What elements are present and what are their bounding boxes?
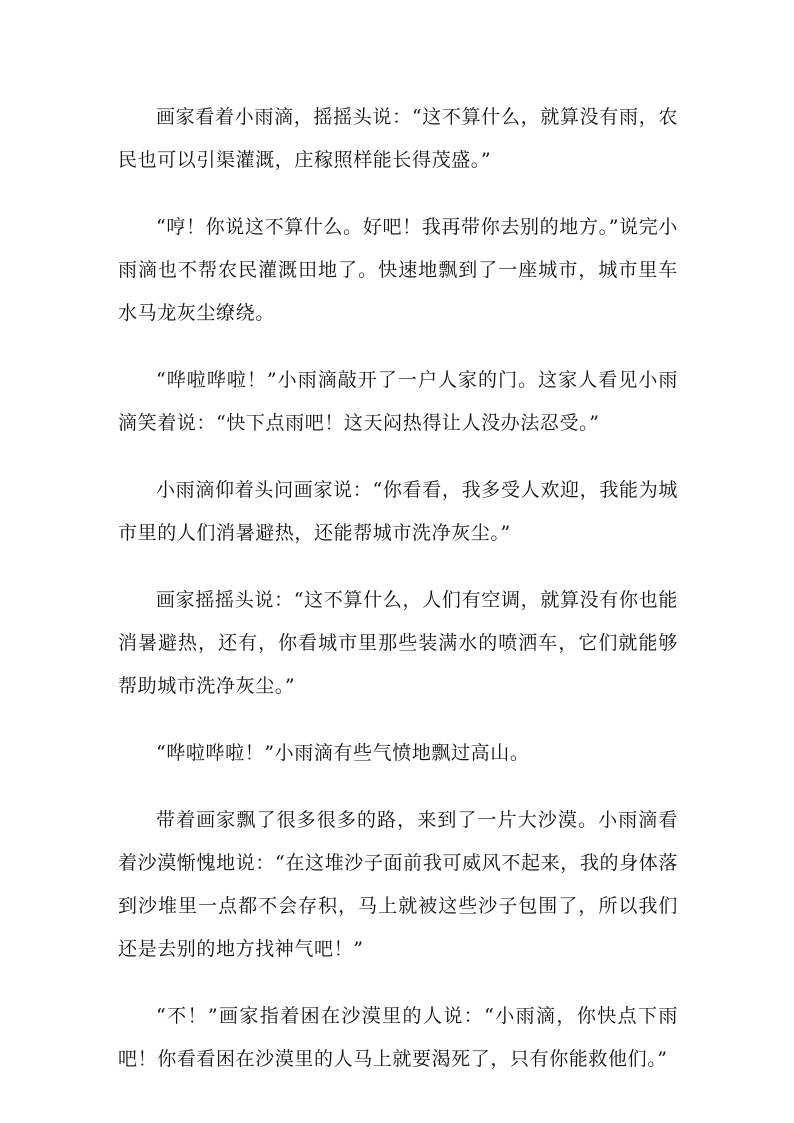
paragraph-5: 画家摇摇头说：“这不算什么，人们有空调，就算没有你也能消暑避热，还有，你看城市里那些装满水的喷洒车，它们就能够帮助城市洗净灰尘。” <box>118 589 678 697</box>
paragraph-1: 画家看着小雨滴，摇摇头说：“这不算什么，就算没有雨，农民也可以引渠灌溉，庄稼照样能长得茂盛。” <box>118 106 678 171</box>
paragraph-7: 带着画家飘了很多很多的路，来到了一片大沙漠。小雨滴看着沙漠惭愧地说：“在这堆沙子面前我可威风不起来，我的身体落到沙堆里一点都不会存积，马上就被这些沙子包围了，所以我们还是去别的地方找神气吧！” <box>118 809 678 960</box>
paragraph-4: 小雨滴仰着头问画家说：“你看看，我多受人欢迎，我能为城市里的人们消暑避热，还能帮城市洗净灰尘。” <box>118 479 678 544</box>
paragraph-3: “哗啦哗啦！”小雨滴敲开了一户人家的门。这家人看见小雨滴笑着说：“快下点雨吧！这天闷热得让人没办法忍受。” <box>118 369 678 434</box>
paragraph-6: “哗啦哗啦！”小雨滴有些气愤地飘过高山。 <box>156 742 530 764</box>
paragraph-8: “不！”画家指着困在沙漠里的人说：“小雨滴，你快点下雨吧！你看看困在沙漠里的人马上就要渴死了，只有你能救他们。” <box>118 1005 678 1070</box>
paragraph-2: “哼！你说这不算什么。好吧！我再带你去别的地方。”说完小雨滴也不帮农民灌溉田地了。快速地飘到了一座城市，城市里车水马龙灰尘缭绕。 <box>118 216 678 324</box>
document-page <box>118 96 678 1081</box>
